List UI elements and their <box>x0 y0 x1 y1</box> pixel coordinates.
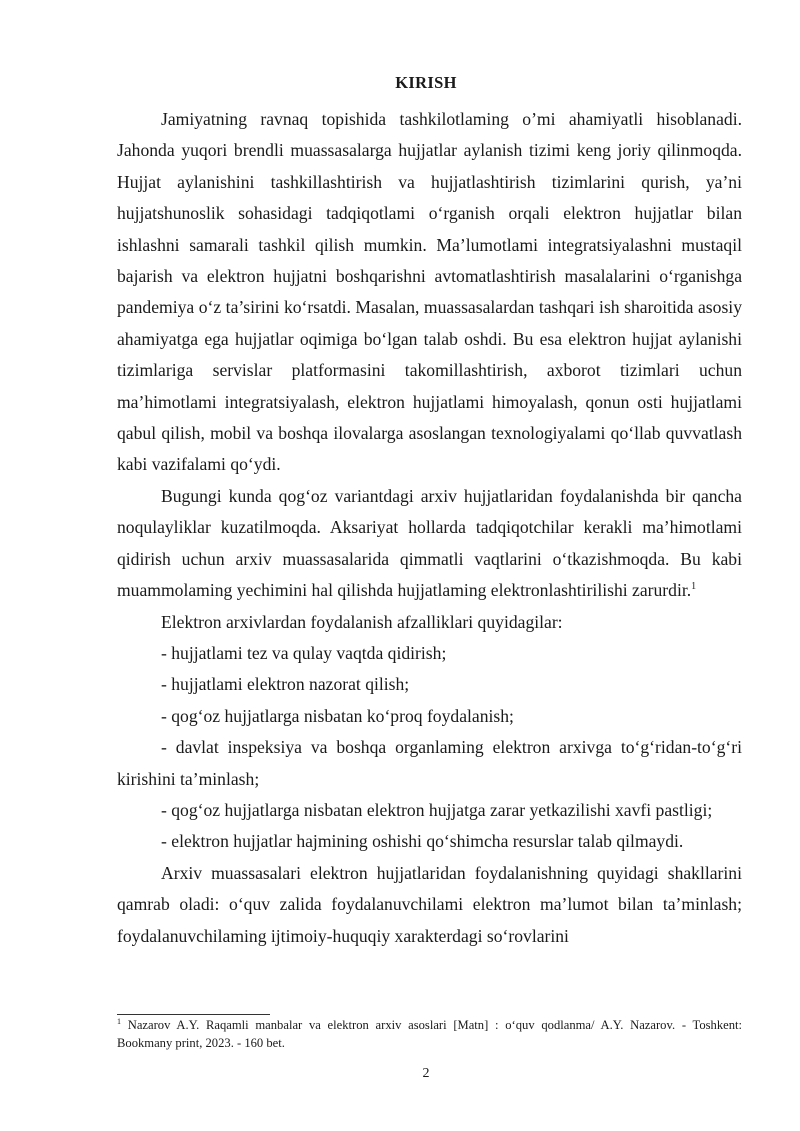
footnote-separator <box>117 1014 270 1015</box>
list-item: - hujjatlami elektron nazorat qilish; <box>161 674 410 695</box>
list-item: - hujjatlami tez va qulay vaqtda qidirish; <box>161 642 447 663</box>
list-item: - davlat inspeksiya va boshqa organlaming elektron arxivga to‘g‘ridan-to‘g‘ri kirishini ta’minlash; <box>117 737 742 789</box>
paragraph-paper-archives-text: Bugungi kunda qog‘oz variantdagi arxiv hujjatlaridan foydalanishda bir qancha noqulayliklar kuzatilmoqda. Aksariyat hollarda tadqiqotchilar kerakli ma’himotlami qidirish uchun arxiv muassasalarida qimmatli vaqtlarini o‘tkazishmoqda. Bu kabi muammolaming yechimini hal qilishda hujjatlaming elektronlashtirilishi zarurdir. <box>117 485 742 601</box>
paragraph-intro: Jamiyatning ravnaq topishida tashkilotlaming o’mi ahamiyatli hisoblanadi. Jahonda yuqori brendli muassasalarga hujjatlar aylanish tizimi keng joriy qilinmoqda. Hujjat aylanishini tashkillashtirish va hujjatlashtirish tizimlarini qurish, ya’ni hujjatshunoslik sohasidagi tadqiqotlami o‘rganish orqali elektron hujjatlar bilan ishlashni samarali tashkil qilish mumkin. Ma’lumotlami integratsiyalashni mustaqil bajarish va elektron hujjatni boshqarishni avtomatlashtirish masalalarini o‘rganishga pandemiya o‘z ta’sirini ko‘rsatdi. Masalan, muassasalardan tashqari ish sharoitida asosiy ahamiyatga ega hujjatlar oqimiga bo‘lgan talab oshdi. Bu esa elektron hujjat aylanishi tizimlariga servislar platformasini takomillashtirish, axborot tizimlari uchun ma’himotlami integratsiyalash, elektron hujjatlami himoyalash, qonun osti hujjatlami qabul qilish, mobil va boshqa ilovalarga asoslangan texnologiyalami qo‘llab quvvatlash kabi vazifalami qo‘ydi. <box>117 109 742 475</box>
footnote-reference: 1 <box>691 581 697 593</box>
list-item: - elektron hujjatlar hajmining oshishi qo‘shimcha resurslar talab qilmaydi. <box>161 831 684 852</box>
footnote <box>117 1017 742 1052</box>
paragraph-paper-archives <box>117 481 742 607</box>
section-heading: KIRISH <box>395 73 457 92</box>
list-item: - qog‘oz hujjatlarga nisbatan elektron hujjatga zarar yetkazilishi xavfi pastligi; <box>161 799 713 820</box>
list-item: - qog‘oz hujjatlarga nisbatan ko‘proq foydalanish; <box>161 705 514 726</box>
paragraph-advantages-intro: Elektron arxivlardan foydalanish afzalliklari quyidagilar: <box>161 611 563 632</box>
paragraph-usage-forms: Arxiv muassasalari elektron hujjatlaridan foydalanishning quyidagi shakllarini qamrab oladi: o‘quv zalida foydalanuvchilami elektron ma’lumot bilan ta’minlash; foydalanuvchilaming ijtimoiy-huquqiy xarakterdagi so‘rovlarini <box>117 862 742 946</box>
footnote-text: Nazarov A.Y. Raqamli manbalar va elektron arxiv asoslari [Matn] : o‘quv qodlanma/ A.Y. Nazarov. - Toshkent: Bookmany print, 2023. - 160 bet. <box>117 1018 742 1050</box>
page-number: 2 <box>422 1066 430 1081</box>
body-text <box>117 104 742 952</box>
footnote-marker: 1 <box>117 1017 121 1026</box>
